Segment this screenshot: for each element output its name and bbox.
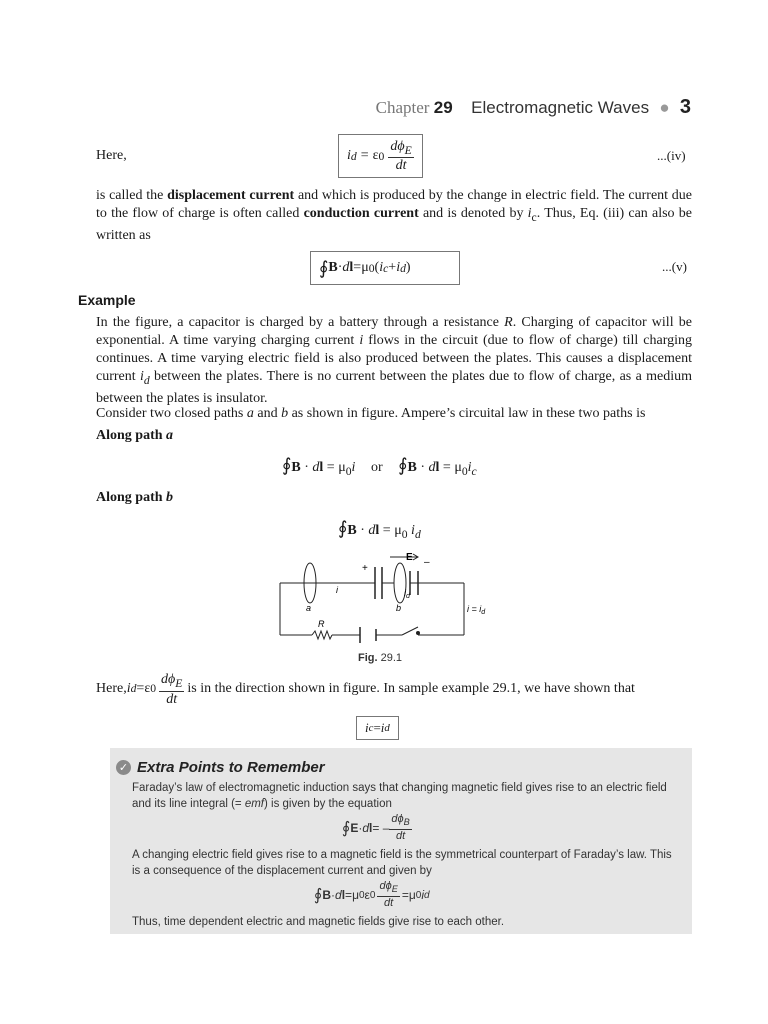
eq-var: l xyxy=(349,260,354,275)
var: a xyxy=(166,428,174,443)
eq-var: i xyxy=(396,260,401,275)
fig-text: i = i xyxy=(467,604,482,614)
eq-sub: d xyxy=(400,261,406,275)
eq-fraction xyxy=(159,672,184,707)
fig-var: i xyxy=(404,588,406,598)
eq-op: · xyxy=(300,460,313,475)
frac-num: dϕ xyxy=(379,880,392,892)
eq-mu: μ xyxy=(352,888,359,903)
check-icon: ✓ xyxy=(116,760,131,775)
frac-num: dϕ xyxy=(391,813,404,825)
box-title: Extra Points to Remember xyxy=(137,759,325,776)
box-paragraph-3: Thus, time dependent electric and magnetic fields give rise to each other. xyxy=(132,916,505,928)
eq-op: + xyxy=(388,260,397,275)
contour-integral-icon: ∮ xyxy=(314,887,323,905)
text: . Charging of capacitor will be exponential. A time varying charging current xyxy=(96,315,692,348)
eq-sub: 0 xyxy=(345,464,352,478)
eq-var: i xyxy=(365,720,369,735)
eq-sub: 0 xyxy=(401,527,408,541)
eq-sub: 0 xyxy=(369,889,376,901)
frac-sub: E xyxy=(404,143,412,157)
text: Along path xyxy=(96,490,167,505)
eq-var: i xyxy=(421,888,424,903)
eq-fraction xyxy=(377,880,399,910)
eq-sub: d xyxy=(384,722,390,734)
header-separator-icon: ● xyxy=(659,98,670,117)
frac-num: dϕ xyxy=(390,138,405,154)
bold-term: conduction current xyxy=(303,206,419,221)
bold-term: displacement current xyxy=(167,188,295,203)
sub: d xyxy=(143,373,150,387)
here-label: Here, xyxy=(96,148,127,163)
text: and is denoted by xyxy=(418,206,528,221)
page-number: 3 xyxy=(679,96,691,118)
extra-points-heading xyxy=(116,759,325,776)
eq-var: l xyxy=(369,821,373,836)
eq-mu: μ xyxy=(408,888,416,903)
eq-op: · xyxy=(337,260,343,275)
equation-number-v: ...(v) xyxy=(662,259,687,274)
box-equation-faraday xyxy=(342,813,412,843)
var: a xyxy=(246,406,254,421)
frac-den: dt xyxy=(395,830,406,843)
text: and xyxy=(253,406,282,421)
text: Here, xyxy=(96,681,127,697)
text: . Thus, Eq. (iii) can also be written as xyxy=(96,206,692,243)
var: i xyxy=(359,333,364,348)
eq-var: B xyxy=(291,460,301,475)
paragraph-displacement-current xyxy=(96,187,692,245)
eq-fraction xyxy=(388,139,413,174)
text: Consider two closed paths xyxy=(96,406,247,421)
eq-op: ) xyxy=(405,260,411,275)
eq-op: · xyxy=(331,888,336,903)
chapter-title: Electromagnetic Waves xyxy=(471,98,650,117)
eq-op: · xyxy=(356,523,369,538)
eq-sign: = – xyxy=(372,821,390,836)
eq-mu: μ xyxy=(361,260,369,275)
eq-var: i xyxy=(347,148,351,163)
eq-sign: = xyxy=(345,888,353,903)
contour-integral-icon: ∮ xyxy=(398,455,408,475)
eq-sign: = xyxy=(439,460,455,475)
eq-var: d xyxy=(362,821,370,836)
eq-sign: = xyxy=(373,720,381,735)
var: i xyxy=(126,681,131,697)
eq-sub: 0 xyxy=(368,261,375,275)
fig-sub: d xyxy=(481,609,486,616)
eq-eps: ε xyxy=(364,888,370,903)
example-paragraph-2 xyxy=(96,405,692,423)
eq-eps: ε xyxy=(372,148,379,163)
eq-var: d xyxy=(342,260,350,275)
eq-var: i xyxy=(351,460,356,475)
eq-var: d xyxy=(312,460,320,475)
eq-sign: = xyxy=(379,523,395,538)
eq-var: l xyxy=(341,888,346,903)
var: emf xyxy=(244,797,264,810)
fig-label-plus: + xyxy=(362,563,368,574)
eq-var: l xyxy=(375,523,380,538)
circuit-diagram xyxy=(270,545,500,650)
eq-mu: μ xyxy=(338,460,346,475)
eq-var: i xyxy=(379,260,384,275)
or-text: or xyxy=(370,460,383,475)
eq-op: · xyxy=(358,821,363,836)
var: b xyxy=(166,490,174,505)
contour-integral-icon: ∮ xyxy=(338,518,348,538)
fig-label-E: E xyxy=(406,552,413,563)
frac-den: dt xyxy=(384,897,394,910)
eq-eps: ε xyxy=(144,681,151,697)
caption-number: 29.1 xyxy=(380,652,403,664)
eq-sub: c xyxy=(471,464,477,478)
eq-sub: 0 xyxy=(415,889,422,901)
eq-sub: 0 xyxy=(150,682,157,696)
chapter-word: Chapter xyxy=(375,98,430,117)
equation-path-a xyxy=(282,456,477,481)
eq-var: B xyxy=(407,460,417,475)
var: i xyxy=(139,369,144,384)
eq-var: i xyxy=(407,523,415,538)
text: Faraday’s law of electromagnetic induction says that changing magnetic field gives rise to an electric field and its line integral (= xyxy=(132,782,667,810)
along-path-a xyxy=(96,428,173,444)
fig-label-a: a xyxy=(306,603,312,613)
var: i xyxy=(527,206,532,221)
fig-label-R: R xyxy=(318,619,325,629)
eq-var: d xyxy=(368,523,376,538)
text: is in the direction shown in figure. In sample example 29.1, we have shown that xyxy=(187,681,635,697)
text: and which is produced by the change in electric field. The current due to the flow of charge is often called xyxy=(96,188,693,221)
text: as shown in figure. Ampere’s circuital law in these two paths is xyxy=(288,406,646,421)
eq-var: B xyxy=(347,523,357,538)
text: ) is given by the equation xyxy=(264,797,392,810)
eq-sub: d xyxy=(424,889,430,901)
contour-integral-icon: ∮ xyxy=(319,257,329,278)
frac-sub: B xyxy=(403,817,410,828)
eq-sub: 0 xyxy=(461,464,468,478)
text: is called the xyxy=(96,188,168,203)
example-heading: Example xyxy=(78,292,136,308)
eq-fraction xyxy=(389,813,411,843)
equation-number-iv: ...(iv) xyxy=(657,148,686,163)
contour-integral-icon: ∮ xyxy=(342,820,351,838)
eq-mu: μ xyxy=(394,523,402,538)
eq-sign: = xyxy=(136,681,145,697)
eq-sub: c xyxy=(368,722,374,734)
eq-op: · xyxy=(416,460,429,475)
resistor xyxy=(312,631,332,639)
switch-contact xyxy=(417,632,420,635)
running-header xyxy=(376,96,691,119)
text: between the plates. There is no current between the plates due to flow of charge, as a medium between the plates is insulator. xyxy=(96,369,693,406)
eq-sign: = xyxy=(323,460,339,475)
eq-sub: 0 xyxy=(378,149,385,163)
frac-sub: E xyxy=(175,676,183,690)
box-equation-ampere-maxwell xyxy=(314,880,430,910)
equation-path-b xyxy=(338,519,421,544)
switch xyxy=(402,627,418,635)
fig-label-b: b xyxy=(396,603,402,613)
contour-integral-icon: ∮ xyxy=(282,455,292,475)
frac-num: dϕ xyxy=(161,672,176,687)
box-paragraph-2: A changing electric field gives rise to a magnetic field is the symmetrical counterpart of Faraday’s law. This is a consequence of the displacement current and given by xyxy=(132,849,672,877)
fig-sub: d xyxy=(406,593,410,600)
sub: c xyxy=(531,210,537,224)
eq-sign: = xyxy=(360,148,369,163)
text: Along path xyxy=(96,428,167,443)
eq-sub: c xyxy=(383,261,389,275)
equation-v xyxy=(310,251,460,285)
eq-var: E xyxy=(350,821,359,836)
fig-label-minus: – xyxy=(424,557,430,568)
frac-den: dt xyxy=(166,691,178,707)
eq-sub: 0 xyxy=(358,889,365,901)
frac-sub: E xyxy=(391,884,398,895)
fig-label-i: i xyxy=(336,585,338,595)
text: flows in the circuit (due to flow of charge) till charging continues. A time varying electric field is also produced between the plates. This causes a displacement current xyxy=(96,333,692,384)
chapter-number: 29 xyxy=(433,98,453,117)
text: In the figure, a capacitor is charged by a battery through a resistance xyxy=(96,315,505,330)
eq-var: i xyxy=(467,460,472,475)
sub: d xyxy=(130,682,137,696)
eq-mu: μ xyxy=(454,460,462,475)
eq-var: B xyxy=(328,260,338,275)
eq-sign: = xyxy=(401,888,409,903)
along-path-b xyxy=(96,490,173,506)
var: R xyxy=(504,315,513,330)
eq-var: l xyxy=(435,460,440,475)
paragraph-id-direction xyxy=(96,672,635,707)
equation-iv xyxy=(338,134,423,178)
figure-caption xyxy=(358,652,402,664)
eq-var: i xyxy=(380,720,385,735)
var: b xyxy=(281,406,289,421)
eq-var: d xyxy=(335,888,342,903)
fig-label-i-equals-id xyxy=(467,604,486,616)
caption-bold: Fig. xyxy=(358,652,378,664)
eq-sub: d xyxy=(350,149,357,163)
box-paragraph-1 xyxy=(132,781,680,812)
eq-sign: = xyxy=(353,260,362,275)
eq-var: B xyxy=(322,888,332,903)
eq-var: d xyxy=(428,460,436,475)
frac-den: dt xyxy=(395,158,407,174)
eq-sub: d xyxy=(414,527,421,541)
equation-ic-equals-id xyxy=(356,716,399,740)
example-paragraph-1 xyxy=(96,314,692,408)
eq-op: ( xyxy=(374,260,380,275)
eq-var: l xyxy=(319,460,324,475)
